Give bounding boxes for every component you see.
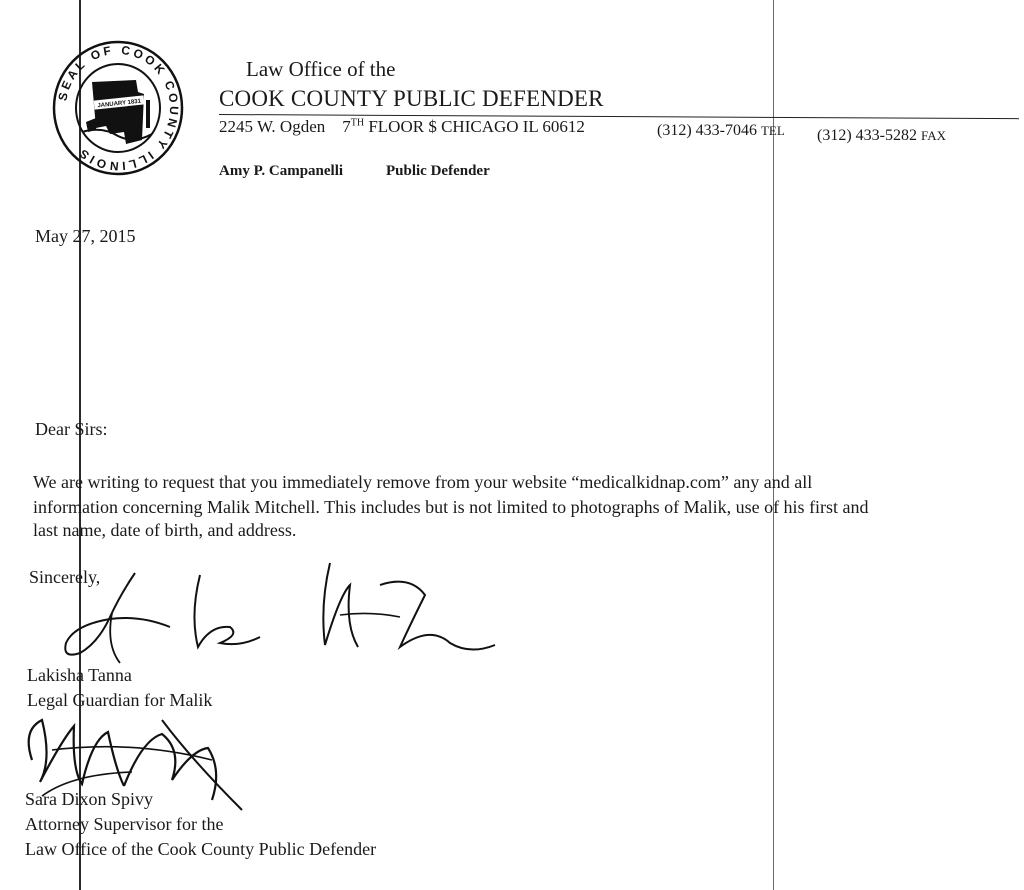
- fax-value: (312) 433-5282: [817, 127, 917, 144]
- signer-role: Attorney Supervisor for the: [25, 814, 224, 834]
- fax-label: FAX: [920, 128, 947, 143]
- body-line: We are writing to request that you immediately remove from your website “medicalkidnap.com” any and all: [33, 472, 813, 492]
- svg-text:JANUARY 1831: JANUARY 1831: [97, 98, 142, 110]
- public-defender-name: Amy P. Campanelli: [219, 163, 344, 179]
- fax-number: [817, 127, 946, 145]
- office-address: [219, 117, 585, 137]
- signature-sara-dixon-spivy: [12, 700, 262, 830]
- public-defender-title: Public Defender: [386, 163, 490, 179]
- floor-suffix: TH: [350, 117, 365, 129]
- city-line: FLOOR $ CHICAGO IL 60612: [364, 117, 585, 136]
- county-office-title: COOK COUNTY PUBLIC DEFENDER: [219, 86, 604, 111]
- signer-name: Lakisha Tanna: [27, 665, 132, 685]
- street-address: 2245 W. Ogden: [219, 117, 326, 136]
- closing: Sincerely,: [29, 567, 101, 587]
- letter-date: May 27, 2015: [35, 226, 136, 246]
- signer-name: Sara Dixon Spivy: [25, 789, 153, 809]
- salutation: Dear Sirs:: [35, 419, 108, 439]
- phone-value: (312) 433-7046: [657, 122, 757, 139]
- body-line: last name, date of birth, and address.: [33, 520, 297, 540]
- floor-number: 7: [342, 117, 351, 136]
- phone-label: TEL: [760, 123, 785, 138]
- office-name: Law Office of the: [246, 57, 396, 81]
- cook-county-seal-icon: [52, 40, 184, 176]
- signer-role: Legal Guardian for Malik: [27, 690, 213, 710]
- svg-text:SEAL OF COOK COUNTY ILLINOIS: SEAL OF COOK COUNTY ILLINOIS: [55, 42, 182, 174]
- body-line: information concerning Malik Mitchell. This includes but is not limited to photographs of Malik, use of his first and: [33, 497, 869, 517]
- signer-organization: Law Office of the Cook County Public Defender: [25, 839, 377, 859]
- phone-number: [657, 122, 785, 140]
